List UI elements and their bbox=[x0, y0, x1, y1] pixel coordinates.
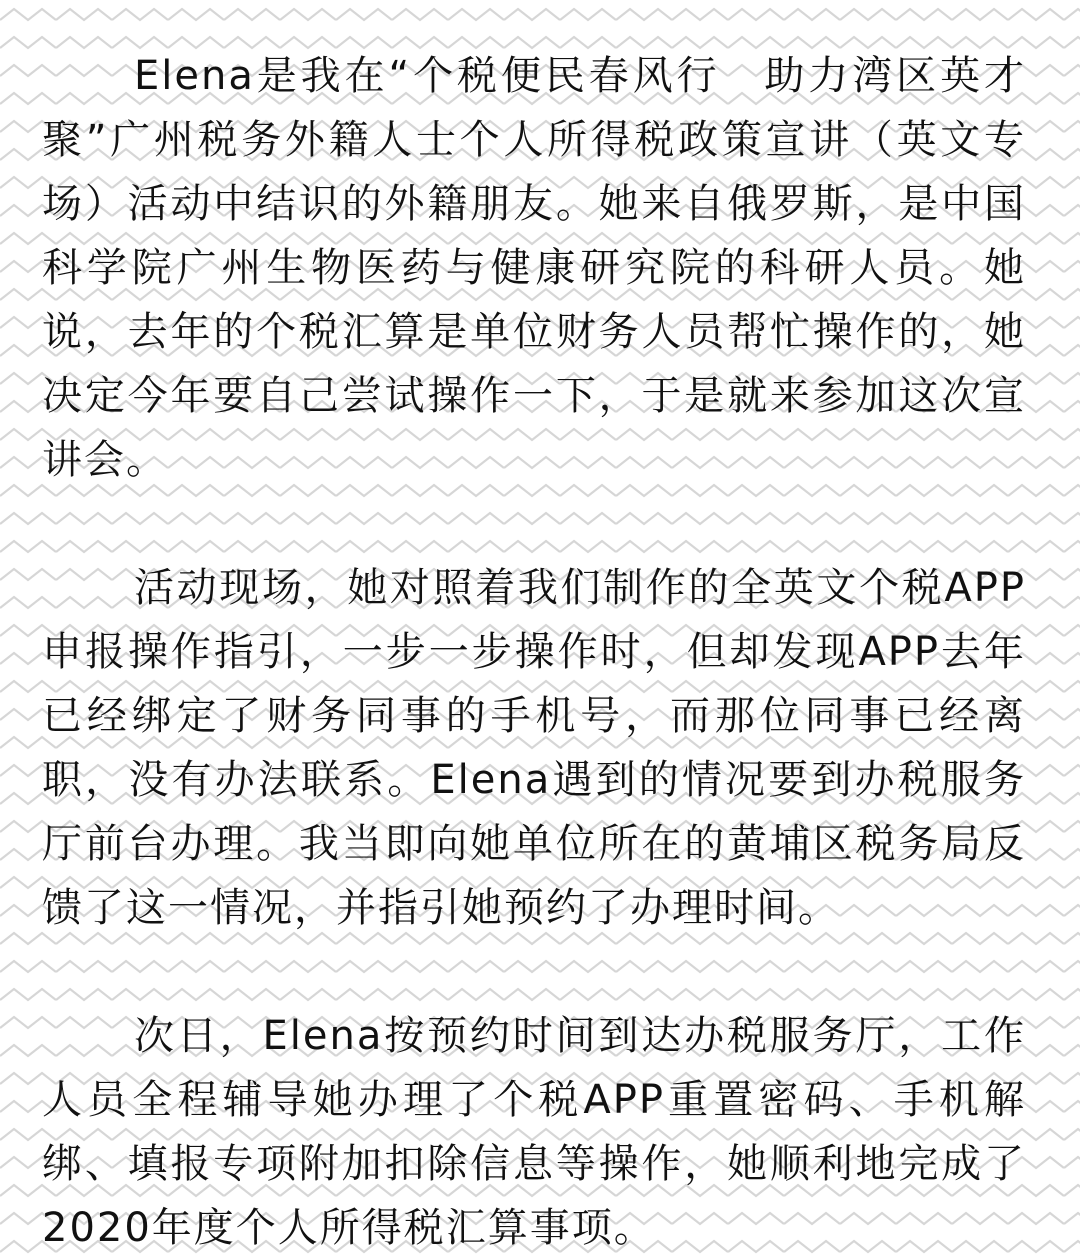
paragraph-3: 次日，Elena按预约时间到达办税服务厅，工作人员全程辅导她办理了个税APP重置密码、手机解绑、填报专项附加扣除信息等操作，她顺利地完成了2020年度个人所得税汇算事项。 bbox=[42, 1013, 1026, 1251]
paragraph-spacer bbox=[42, 492, 1026, 556]
paragraph-spacer bbox=[42, 940, 1026, 1004]
paragraph-2: 活动现场，她对照着我们制作的全英文个税APP申报操作指引，一步一步操作时，但却发现APP去年已经绑定了财务同事的手机号，而那位同事已经离职，没有办法联系。Elena遇到的情况要到办税服务厅前台办理。我当即向她单位所在的黄埔区税务局反馈了这一情况，并指引她预约了办理时间。 bbox=[42, 565, 1026, 931]
paragraph-1: Elena是我在“个税便民春风行 助力湾区英才聚”广州税务外籍人士个人所得税政策宣讲（英文专场）活动中结识的外籍朋友。她来自俄罗斯，是中国科学院广州生物医药与健康研究院的科研人员。她说，去年的个税汇算是单位财务人员帮忙操作的，她决定今年要自己尝试操作一下，于是就来参加这次宣讲会。 bbox=[42, 53, 1026, 483]
article-body bbox=[42, 44, 1026, 1260]
